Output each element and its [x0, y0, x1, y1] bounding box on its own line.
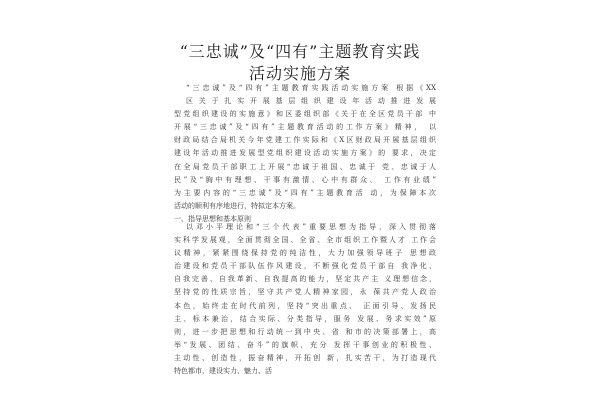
text-line: 治建设和党员干部队伍作风建设，不断强化党员干部自 我净化、 [174, 262, 436, 271]
text-line: 活动的顺利有序地进行，特拟定本方案。 [174, 201, 300, 210]
guiding-principles-paragraph [174, 221, 436, 378]
text-line: 议精神，紧紧围绕保持党的纯洁性，大力加强领导班子 思想政 [174, 249, 436, 258]
text-line: 型党组织建设的实施意》和区委组织部《关于在全区党员干部 中 [174, 110, 436, 119]
text-line: 特色都市，建设实力、魅力、活 [174, 367, 272, 376]
text-line: 建设年活动推进发展型党组织建设活动实施方案》的 要求，决定 [174, 149, 436, 158]
section-heading: 一、指导思想和基本原则 [174, 214, 251, 223]
text-line: 本色，始终走在时代前列，坚持“突出重点、 正面引导、发扬民 [174, 301, 436, 310]
text-line: 主动性、创造性，振奋精神，开拓创 新，扎实苦干，为打造现代 [174, 353, 436, 362]
text-line: 举“发展、团结、奋斗”的旗帜，充分 发挥干事创业的积极性、 [174, 340, 436, 349]
text-line: 区关于扎实开展基层组织建设年活动推进发展 [186, 97, 436, 106]
text-line: 民”及“胸中有理想、干事有激情、心中有群众、 工作有业绩” [174, 175, 436, 184]
intro-paragraph [174, 82, 436, 226]
text-line: 坚持党的性质宗旨，坚守共产党人精神家园，永 葆共产党人政治 [174, 288, 436, 297]
text-line: 为主要内容的“三忠诚”及“四有”主题教育活 动，为保障本次 [174, 188, 436, 197]
text-line: 自我完善、自我革新、自我提高的能力，坚定共产主 义理想信念， [174, 275, 436, 284]
text-line: 主、标本兼治，结合实际、分类指导，服务 发展、务求实效”原 [174, 314, 436, 323]
text-line: 以邓小平理论和“三个代表”重要思想为指导，深入贯彻落 [186, 223, 436, 231]
text-line: “三忠诚”及“四有”主题教育实践活动实施方案 根据《XX [186, 84, 436, 92]
document-title-line-1: “三忠诚”及“四有”主题教育实践 [179, 42, 421, 61]
document-title-line-2: 活动实施方案 [248, 64, 351, 83]
text-line: 在全局党员干部职工上开展“忠诚于祖国、忠诚于 党、忠诚于人 [174, 162, 436, 171]
text-line: 则，进一步把思想和行动统一到中央、省 和市的决策部署上，高 [174, 327, 436, 336]
text-line: 开展“三忠诚”及“四有”主题教育活动的工作方案》精神， 以 [174, 123, 436, 132]
text-line: 财政局结合局机关今年党建工作实际和《X区财政局开展基层组织 [174, 136, 436, 145]
text-line: 实科学发展观，全面贯彻全国、全省、全市组织工作暨人才 工作会 [174, 236, 436, 245]
